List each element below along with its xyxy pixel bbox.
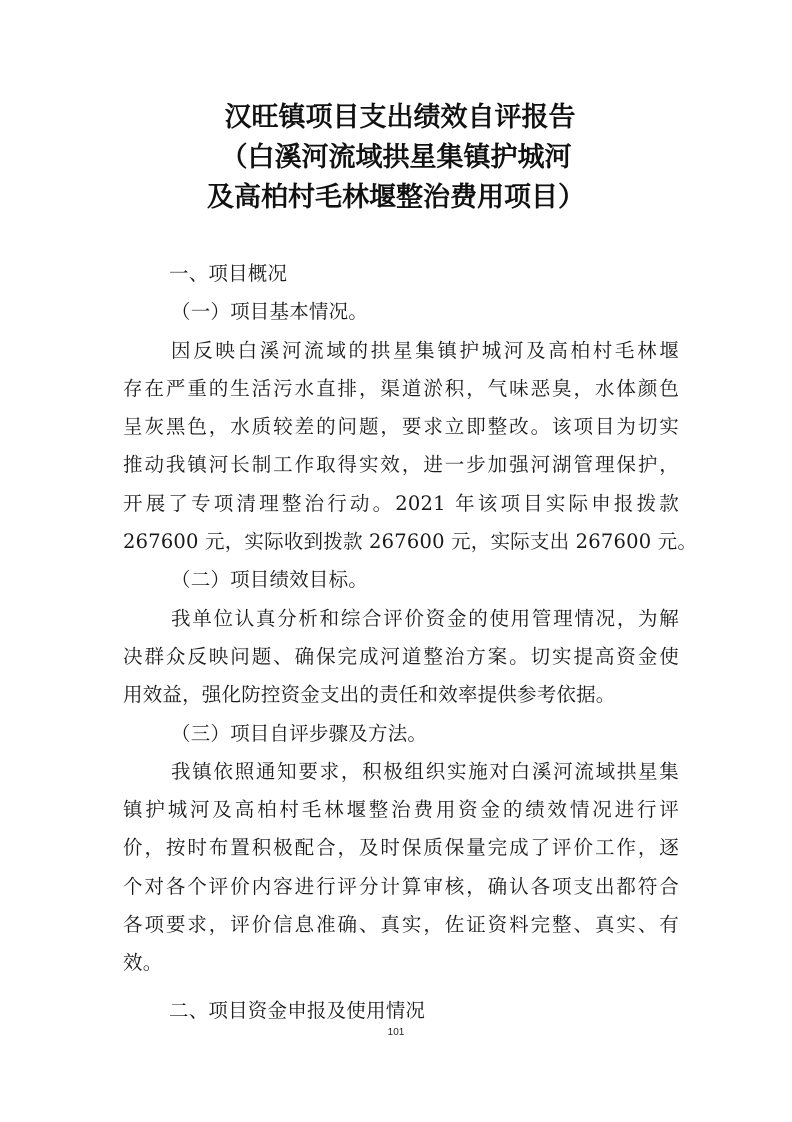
paragraph-performance-goals	[123, 600, 679, 715]
paragraph-line: 存在严重的生活污水直排，渠道淤积，气味恶臭，水体颜色	[123, 376, 679, 400]
paragraph-line: 我镇依照通知要求，积极组织实施对白溪河流域拱星集	[171, 759, 679, 783]
report-body	[123, 255, 698, 1030]
section-heading-overview: 一、项目概况	[169, 262, 288, 285]
title-line-3: 及高柏村毛林堰整治费用项目）	[207, 182, 585, 213]
title-line-1: 汉旺镇项目支出绩效自评报告	[224, 102, 576, 133]
paragraph-line: 开展了专项清理整治行动。2021 年该项目实际申报拨款	[123, 491, 679, 515]
report-title	[0, 98, 792, 218]
page-number: 101	[387, 1027, 405, 1038]
paragraph-line: 我单位认真分析和综合评价资金的使用管理情况，为解	[171, 606, 679, 630]
paragraph-line: 因反映白溪河流域的拱星集镇护城河及高柏村毛林堰	[171, 338, 679, 362]
paragraph-line: 各项要求，评价信息准确、真实，佐证资料完整、真实、有	[123, 913, 679, 937]
paragraph-line: 267600 元，实际收到拨款 267600 元，实际支出 267600 元。	[123, 530, 698, 554]
paragraph-line: 个对各个评价内容进行评分计算审核，确认各项支出都符合	[123, 874, 679, 898]
paragraph-line: 呈灰黑色，水质较差的问题，要求立即整改。该项目为切实	[123, 415, 679, 439]
title-line-2: （白溪河流域拱星集镇护城河	[220, 142, 572, 173]
section-heading-funding: 二、项目资金申报及使用情况	[169, 998, 426, 1022]
subsection-heading-evaluation-method: （三）项目自评步骤及方法。	[171, 721, 428, 745]
paragraph-line: 推动我镇河长制工作取得实效，进一步加强河湖管理保护，	[123, 453, 679, 477]
paragraph-evaluation-method	[123, 753, 679, 983]
paragraph-basic-info	[123, 332, 698, 562]
paragraph-line: 镇护城河及高柏村毛林堰整治费用资金的绩效情况进行评	[123, 798, 679, 822]
subsection-heading-basic-info: （一）项目基本情况。	[171, 300, 369, 324]
paragraph-line: 价，按时布置积极配合，及时保质保量完成了评价工作，逐	[123, 836, 679, 860]
subsection-heading-performance-goals: （二）项目绩效目标。	[171, 568, 369, 592]
paragraph-line: 效。	[123, 951, 163, 975]
paragraph-line: 决群众反映问题、确保完成河道整治方案。切实提高资金使	[123, 644, 679, 668]
paragraph-line: 用效益，强化防控资金支出的责任和效率提供参考依据。	[123, 683, 616, 707]
